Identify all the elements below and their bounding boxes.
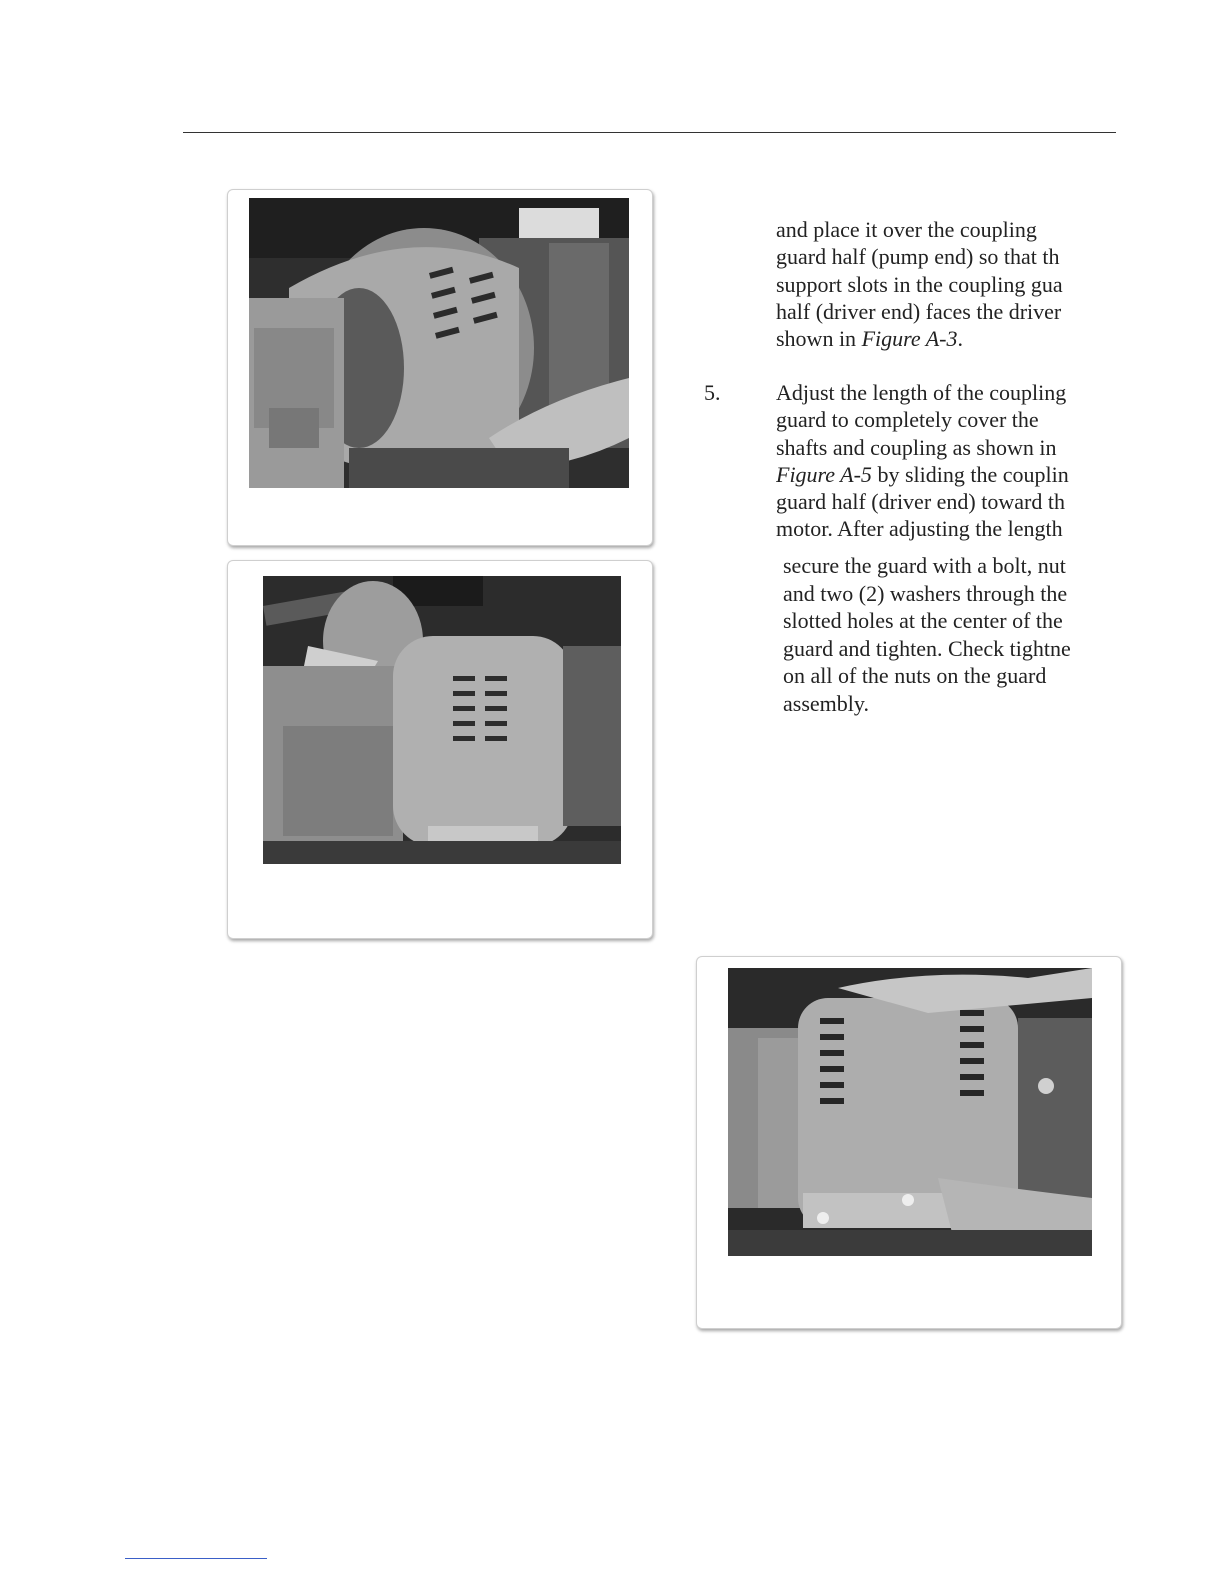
header-rule: [183, 132, 1116, 133]
text-line: half (driver end) faces the driver: [776, 298, 1062, 324]
text-line: guard half (pump end) so that th: [776, 244, 1060, 270]
text-line: and two (2) washers through the: [783, 580, 1068, 606]
text-line: guard to completely cover the: [776, 407, 1039, 433]
text-line: and place it over the coupling: [776, 217, 1037, 242]
text-line: motor. After adjusting the length: [776, 516, 1063, 542]
figure-box-1: [227, 189, 653, 546]
text-fragment: shown in: [776, 326, 862, 352]
figure-photo-3: [728, 968, 1092, 1256]
continued-paragraph: [776, 216, 1096, 352]
text-line: shafts and coupling as shown in: [776, 434, 1057, 460]
figure-reference: Figure A-3: [861, 326, 958, 352]
text-line: [776, 325, 1096, 352]
figure-box-3: [696, 956, 1122, 1329]
text-line: Adjust the length of the coupling: [776, 380, 1067, 405]
step-5-paragraph-continued: [783, 552, 1098, 717]
text-line: slotted holes at the center of the: [783, 608, 1063, 633]
text-line: secure the guard with a bolt, nut: [783, 553, 1066, 578]
figure-box-2: [227, 560, 653, 939]
text-fragment: .: [957, 326, 963, 352]
text-line: on all of the nuts on the guard: [783, 663, 1047, 688]
text-line: [776, 461, 1096, 488]
step-number: 5.: [704, 380, 721, 405]
text-line: guard and tighten. Check tightne: [783, 635, 1071, 661]
text-fragment: by sliding the couplin: [871, 461, 1069, 487]
figure-photo-1: [249, 198, 629, 488]
text-line: guard half (driver end) toward th: [776, 489, 1065, 515]
figure-reference: Figure A-5: [776, 461, 872, 487]
figure-photo-2: [263, 576, 621, 864]
step-5-paragraph: [776, 379, 1096, 543]
footer-rule: [125, 1558, 267, 1559]
text-line: support slots in the coupling gua: [776, 271, 1063, 297]
text-line: assembly.: [783, 690, 869, 716]
